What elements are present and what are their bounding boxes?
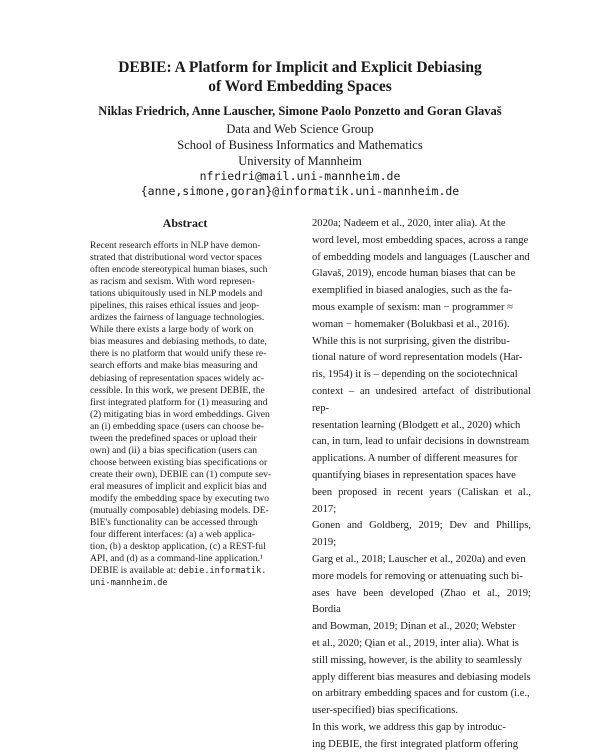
abstract-heading: Abstract bbox=[162, 216, 208, 230]
affiliation-university: University of Mannheim bbox=[238, 154, 362, 168]
title-line-2: of Word Embedding Spaces bbox=[208, 78, 392, 95]
abstract-url-2[interactable]: uni-mannheim.de bbox=[90, 578, 168, 589]
abstract-url-1[interactable]: debie.informatik. bbox=[178, 566, 267, 577]
author-email-1[interactable]: nfriedri@mail.uni-mannheim.de bbox=[199, 169, 401, 183]
intro-continuation: 2020a; Nadeem et al., 2020, inter alia). At the word level, most embedding spaces, across a range of embedding models and languages (Lauscher and Glavaš, 2019), encode human biases that can be exemplified in biased analogies, such as the fa- mous example of sexism: man − programmer ≈ woman − homemaker (Bolukbasi et al., 2016). While this is not surprising, given the distribu- tional nature of word representation models (Har- ris, 1954) it is – depending on the sociotechnical context – an undesired artefact of distributional rep- resentation learning (Blodgett et al., 2020) which can, in turn, lead to unfair decisions in downstream applications. A number of different measures for quantifying biases in representation spaces have been proposed in recent years (Caliskan et al., 2017; Gonen and Goldberg, 2019; Dev and Phillips, 2019; Garg et al., 2018; Lauscher et al., 2020a) and even more models for removing or attenuating such bi- ases have been developed (Zhao et al., 2019; Bordia and Bowman, 2019; Dinan et al., 2020; Webster et al., 2020; Qian et al., 2019, inter alia). What is still missing, however, is the ability to seamlessly apply different bias measures and debiasing models on arbitrary embedding spaces and for custom (i.e., user-specified) bias specifications. In this work, we address this gap by introduc- ing DEBIE, the first integrated platform offering bbox=[312, 218, 531, 750]
paper-title bbox=[60, 58, 540, 96]
abstract-text: Recent research efforts in NLP have demon- strated that distributional word vector spaces often encode stereotypical human biases, such as racism and sexism. With word represen- tations ubiquitously used in NLP models and pipelines, this raises ethical issues and jeop- ardizes the fairness of language technologies. While there exists a large body of work on bias measures and debiasing methods, to date, there is no platform that would unify these re- search efforts and make bias measuring and debiasing of representation spaces widely ac- cessible. In this work, we present DEBIE, the first integrated platform for (1) measuring and (2) mitigating bias in word embeddings. Given an (i) embedding space (users can choose be- tween the predefined spaces or upload their own) and (ii) a bias specification (users can choose between existing bias specifications or create their own), DEBIE can (1) compute sev- eral measures of implicit and explicit bias and modify the embedding space by executing two (mutually composable) debiasing models. DE- BIE's functionality can be accessed through four different interfaces: (a) a web applica- tion, (b) a desktop application, (c) a REST-ful API, and (d) as a command-line application.¹ DEBIE is available at: bbox=[90, 240, 272, 577]
abstract-body bbox=[90, 240, 286, 589]
author-list: Niklas Friedrich, Anne Lauscher, Simone Paolo Ponzetto and Goran Glavaš bbox=[98, 104, 502, 118]
affiliation-group: Data and Web Science Group bbox=[226, 122, 374, 136]
title-line-1: DEBIE: A Platform for Implicit and Explicit Debiasing bbox=[118, 59, 482, 76]
affiliation-school: School of Business Informatics and Mathematics bbox=[177, 138, 423, 152]
author-email-2[interactable]: {anne,simone,goran}@informatik.uni-mannheim.de bbox=[140, 184, 460, 198]
